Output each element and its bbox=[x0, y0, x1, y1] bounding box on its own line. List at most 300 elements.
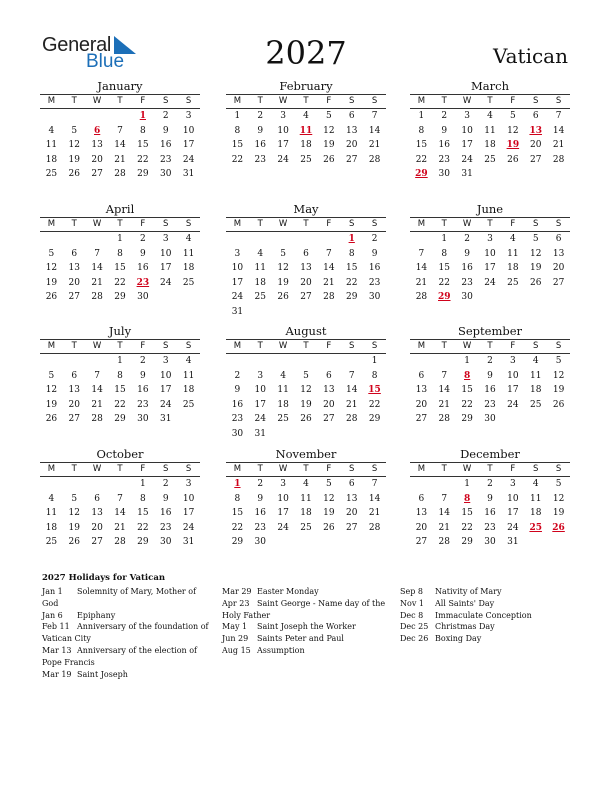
day-cell: 22 bbox=[137, 154, 149, 165]
day-cell: 18 bbox=[182, 385, 195, 395]
weekday-label: T bbox=[441, 96, 447, 106]
empty-day-cell bbox=[249, 354, 272, 369]
day-cell: 16 bbox=[254, 140, 266, 150]
day-cell: 1 bbox=[234, 111, 241, 121]
weekday-label: W bbox=[278, 96, 288, 106]
day-cell: 4 bbox=[48, 493, 55, 504]
month-name: February bbox=[279, 79, 333, 93]
weekday-label: S bbox=[349, 96, 355, 106]
day-cell: 24 bbox=[277, 154, 289, 165]
day-grid bbox=[410, 354, 570, 427]
holiday-day-cell: 13 bbox=[529, 125, 542, 136]
day-cell: 22 bbox=[345, 277, 358, 288]
day-cell: 24 bbox=[461, 154, 473, 165]
day-cell: 10 bbox=[507, 370, 519, 381]
weekday-label: M bbox=[233, 341, 242, 351]
weekday-label: F bbox=[326, 464, 332, 474]
day-cell: 5 bbox=[48, 370, 55, 381]
day-cell: 30 bbox=[231, 428, 244, 439]
day-cell: 23 bbox=[484, 522, 496, 533]
day-cell: 15 bbox=[114, 263, 126, 273]
empty-day-cell bbox=[317, 354, 340, 369]
day-cell: 30 bbox=[484, 414, 496, 424]
day-cell: 12 bbox=[323, 493, 335, 504]
weekday-label: S bbox=[185, 219, 192, 229]
day-cell: 13 bbox=[300, 263, 312, 273]
weekday-label: T bbox=[71, 96, 77, 106]
month-august bbox=[226, 324, 386, 441]
day-cell: 6 bbox=[348, 479, 355, 489]
day-cell: 9 bbox=[162, 493, 169, 504]
day-cell: 11 bbox=[529, 370, 542, 381]
day-cell: 28 bbox=[552, 154, 565, 165]
day-cell: 28 bbox=[91, 292, 103, 302]
empty-day-cell bbox=[40, 109, 63, 124]
weekday-label: S bbox=[371, 219, 378, 229]
empty-day-cell bbox=[109, 109, 132, 124]
empty-day-cell bbox=[40, 232, 63, 247]
month-september bbox=[410, 324, 570, 427]
day-cell: 25 bbox=[45, 537, 58, 547]
month-name: December bbox=[460, 447, 520, 461]
weekday-label: S bbox=[555, 464, 562, 474]
holiday-name: Saint Joseph the Worker bbox=[257, 622, 356, 632]
day-cell: 12 bbox=[277, 263, 289, 273]
day-cell: 17 bbox=[507, 385, 519, 395]
day-cell: 5 bbox=[48, 248, 55, 259]
weekday-label: T bbox=[257, 464, 263, 474]
weekday-label: T bbox=[257, 341, 263, 351]
day-cell: 27 bbox=[415, 537, 428, 547]
day-cell: 2 bbox=[162, 111, 169, 121]
day-cell: 27 bbox=[345, 154, 358, 165]
holiday-date: Dec 8 bbox=[400, 610, 424, 620]
day-cell: 12 bbox=[68, 140, 80, 150]
day-cell: 20 bbox=[91, 154, 103, 165]
day-cell: 17 bbox=[461, 140, 473, 150]
weekday-label: T bbox=[117, 464, 123, 474]
weekday-header bbox=[40, 339, 200, 354]
month-december bbox=[410, 447, 570, 550]
country-name: Vatican bbox=[493, 44, 568, 68]
weekday-label: F bbox=[140, 96, 146, 106]
day-cell: 20 bbox=[552, 263, 565, 273]
day-cell: 3 bbox=[280, 111, 286, 121]
day-cell: 13 bbox=[345, 125, 358, 136]
day-cell: 23 bbox=[368, 277, 381, 288]
holiday-date: Nov 1 bbox=[400, 598, 424, 608]
day-cell: 16 bbox=[159, 508, 172, 518]
weekday-label: F bbox=[140, 219, 146, 229]
empty-day-cell bbox=[272, 232, 295, 247]
day-cell: 4 bbox=[303, 479, 309, 489]
day-cell: 21 bbox=[438, 522, 450, 533]
day-cell: 13 bbox=[91, 140, 103, 150]
holiday-item bbox=[400, 610, 570, 622]
day-cell: 21 bbox=[114, 522, 126, 533]
day-cell: 14 bbox=[91, 385, 103, 395]
month-may bbox=[226, 202, 386, 319]
day-cell: 20 bbox=[345, 140, 358, 150]
day-cell: 2 bbox=[257, 479, 264, 489]
day-cell: 25 bbox=[277, 414, 289, 424]
day-cell: 5 bbox=[71, 125, 78, 136]
day-cell: 13 bbox=[415, 385, 428, 395]
day-cell: 9 bbox=[139, 370, 146, 381]
day-cell: 30 bbox=[461, 292, 473, 302]
weekday-label: T bbox=[303, 341, 309, 351]
day-cell: 28 bbox=[114, 169, 126, 179]
day-cell: 14 bbox=[415, 263, 428, 273]
weekday-label: T bbox=[117, 96, 123, 106]
day-cell: 18 bbox=[507, 263, 519, 273]
day-cell: 26 bbox=[323, 522, 335, 533]
day-cell: 25 bbox=[529, 399, 542, 410]
day-cell: 19 bbox=[300, 399, 312, 410]
empty-day-cell bbox=[86, 477, 109, 492]
day-grid bbox=[40, 477, 200, 550]
weekday-label: F bbox=[140, 464, 146, 474]
day-cell: 17 bbox=[277, 140, 289, 150]
day-cell: 27 bbox=[91, 169, 103, 179]
weekday-label: F bbox=[326, 341, 332, 351]
day-cell: 23 bbox=[231, 414, 244, 424]
month-name: November bbox=[275, 447, 337, 461]
day-cell: 7 bbox=[555, 111, 562, 121]
weekday-label: W bbox=[462, 341, 472, 351]
day-cell: 15 bbox=[137, 508, 149, 518]
day-cell: 1 bbox=[441, 234, 448, 244]
day-cell: 6 bbox=[303, 248, 309, 259]
weekday-label: T bbox=[257, 96, 263, 106]
day-grid bbox=[226, 109, 386, 167]
day-cell: 5 bbox=[555, 356, 562, 366]
day-cell: 10 bbox=[277, 493, 289, 504]
weekday-label: M bbox=[47, 219, 56, 229]
holiday-name: Boxing Day bbox=[435, 634, 482, 644]
day-cell: 17 bbox=[231, 277, 244, 288]
holiday-name: All Saints' Day bbox=[435, 598, 495, 608]
day-cell: 26 bbox=[507, 154, 519, 165]
weekday-label: T bbox=[441, 219, 447, 229]
holiday-name: Saint Joseph bbox=[77, 669, 128, 679]
day-cell: 29 bbox=[114, 414, 126, 424]
empty-day-cell bbox=[317, 232, 340, 247]
day-cell: 17 bbox=[159, 263, 172, 273]
day-cell: 31 bbox=[507, 537, 519, 547]
day-cell: 10 bbox=[507, 493, 519, 504]
day-cell: 17 bbox=[182, 140, 195, 150]
day-cell: 23 bbox=[159, 522, 172, 533]
day-cell: 16 bbox=[368, 263, 381, 273]
day-cell: 4 bbox=[185, 356, 192, 366]
day-grid bbox=[410, 232, 570, 305]
day-cell: 12 bbox=[552, 370, 565, 381]
day-cell: 4 bbox=[487, 111, 493, 121]
day-cell: 29 bbox=[231, 537, 244, 547]
day-cell: 18 bbox=[300, 140, 312, 150]
empty-day-cell bbox=[433, 477, 456, 492]
holiday-date: Mar 19 bbox=[42, 669, 72, 679]
holiday-date: Mar 29 bbox=[222, 587, 252, 596]
day-cell: 17 bbox=[159, 385, 172, 395]
weekday-label: S bbox=[371, 96, 378, 106]
day-cell: 3 bbox=[509, 356, 516, 366]
day-cell: 17 bbox=[277, 508, 289, 518]
empty-day-cell bbox=[63, 232, 86, 247]
day-cell: 21 bbox=[438, 399, 450, 410]
day-cell: 4 bbox=[303, 111, 309, 121]
day-cell: 19 bbox=[45, 277, 58, 288]
holiday-item bbox=[222, 633, 394, 645]
weekday-label: S bbox=[185, 341, 192, 351]
weekday-label: F bbox=[510, 464, 516, 474]
day-cell: 2 bbox=[257, 111, 264, 121]
holiday-name: Assumption bbox=[257, 645, 305, 655]
day-cell: 29 bbox=[137, 537, 149, 547]
holiday-date: Sep 8 bbox=[400, 587, 423, 596]
weekday-label: M bbox=[233, 464, 242, 474]
day-cell: 31 bbox=[461, 169, 473, 179]
day-cell: 7 bbox=[348, 370, 355, 381]
weekday-label: F bbox=[510, 96, 516, 106]
day-cell: 14 bbox=[114, 508, 126, 518]
empty-day-cell bbox=[40, 354, 63, 369]
day-cell: 11 bbox=[45, 140, 58, 150]
holiday-date: Feb 11 bbox=[42, 622, 70, 632]
day-cell: 6 bbox=[532, 111, 539, 121]
holiday-day-cell: 6 bbox=[94, 125, 101, 136]
day-cell: 29 bbox=[461, 537, 473, 547]
weekday-label: M bbox=[47, 96, 56, 106]
day-cell: 23 bbox=[254, 522, 266, 533]
weekday-label: S bbox=[555, 219, 562, 229]
day-cell: 30 bbox=[368, 292, 381, 302]
day-cell: 14 bbox=[438, 508, 450, 518]
day-cell: 14 bbox=[368, 125, 381, 136]
weekday-header bbox=[410, 217, 570, 232]
day-cell: 16 bbox=[159, 140, 172, 150]
day-cell: 11 bbox=[507, 248, 519, 259]
weekday-label: T bbox=[487, 96, 493, 106]
day-cell: 30 bbox=[159, 169, 172, 179]
day-cell: 27 bbox=[68, 414, 80, 424]
day-cell: 1 bbox=[464, 479, 470, 489]
day-cell: 10 bbox=[254, 385, 266, 395]
day-cell: 1 bbox=[371, 356, 378, 366]
day-cell: 27 bbox=[323, 414, 335, 424]
day-cell: 30 bbox=[484, 537, 496, 547]
day-cell: 8 bbox=[117, 248, 123, 259]
day-cell: 12 bbox=[323, 125, 335, 136]
month-june bbox=[410, 202, 570, 305]
day-cell: 8 bbox=[371, 370, 378, 381]
day-cell: 29 bbox=[345, 292, 358, 302]
day-cell: 2 bbox=[162, 479, 169, 489]
day-cell: 25 bbox=[300, 154, 312, 165]
holiday-date: Aug 15 bbox=[222, 645, 251, 655]
day-grid bbox=[226, 232, 386, 319]
day-cell: 29 bbox=[137, 169, 149, 179]
holiday-day-cell: 26 bbox=[552, 522, 565, 533]
day-cell: 11 bbox=[182, 248, 195, 259]
day-cell: 22 bbox=[438, 277, 450, 288]
day-cell: 12 bbox=[529, 248, 542, 259]
day-cell: 31 bbox=[254, 428, 266, 439]
weekday-header bbox=[40, 94, 200, 109]
weekday-header bbox=[410, 94, 570, 109]
day-cell: 5 bbox=[325, 479, 332, 489]
weekday-label: F bbox=[510, 219, 516, 229]
day-cell: 2 bbox=[487, 479, 493, 489]
holiday-date: May 1 bbox=[222, 622, 248, 632]
weekday-label: W bbox=[462, 219, 472, 229]
day-cell: 18 bbox=[182, 263, 195, 273]
day-cell: 3 bbox=[185, 479, 192, 489]
day-cell: 4 bbox=[185, 234, 192, 244]
day-cell: 9 bbox=[487, 370, 493, 381]
day-cell: 8 bbox=[441, 248, 448, 259]
holiday-column bbox=[400, 586, 570, 645]
day-cell: 30 bbox=[137, 292, 149, 302]
holiday-day-cell: 25 bbox=[529, 522, 542, 533]
day-cell: 20 bbox=[68, 277, 80, 288]
holiday-item bbox=[42, 586, 214, 610]
day-cell: 17 bbox=[507, 508, 519, 518]
day-cell: 22 bbox=[368, 399, 381, 410]
month-october bbox=[40, 447, 200, 550]
day-cell: 11 bbox=[300, 493, 312, 504]
day-cell: 25 bbox=[45, 169, 58, 179]
day-cell: 29 bbox=[114, 292, 126, 302]
empty-day-cell bbox=[226, 232, 249, 247]
empty-day-cell bbox=[340, 354, 363, 369]
holiday-name: Epiphany bbox=[77, 610, 116, 620]
weekday-label: S bbox=[163, 96, 169, 106]
day-cell: 15 bbox=[438, 263, 450, 273]
weekday-label: W bbox=[278, 341, 288, 351]
holiday-date: Apr 23 bbox=[222, 598, 250, 608]
empty-day-cell bbox=[86, 109, 109, 124]
day-cell: 18 bbox=[300, 508, 312, 518]
day-cell: 9 bbox=[257, 125, 264, 136]
holiday-day-cell: 1 bbox=[139, 111, 146, 121]
day-cell: 9 bbox=[371, 248, 378, 259]
day-cell: 11 bbox=[182, 370, 195, 381]
day-cell: 23 bbox=[484, 399, 496, 410]
day-cell: 3 bbox=[487, 234, 493, 244]
day-cell: 27 bbox=[529, 154, 542, 165]
holiday-day-cell: 1 bbox=[234, 479, 241, 489]
day-cell: 28 bbox=[345, 414, 358, 424]
day-cell: 4 bbox=[280, 370, 286, 381]
day-cell: 26 bbox=[68, 169, 80, 179]
weekday-label: S bbox=[533, 464, 539, 474]
day-cell: 8 bbox=[234, 125, 241, 136]
day-grid bbox=[40, 354, 200, 427]
weekday-header bbox=[410, 339, 570, 354]
day-cell: 4 bbox=[532, 479, 539, 489]
holiday-day-cell: 23 bbox=[136, 277, 150, 288]
weekday-label: F bbox=[140, 341, 146, 351]
weekday-label: S bbox=[371, 464, 378, 474]
day-cell: 4 bbox=[48, 125, 55, 136]
holiday-name: Christmas Day bbox=[435, 622, 495, 632]
weekday-label: W bbox=[278, 464, 288, 474]
day-cell: 3 bbox=[257, 370, 264, 381]
day-cell: 22 bbox=[461, 399, 473, 410]
weekday-label: S bbox=[349, 219, 355, 229]
day-cell: 22 bbox=[114, 277, 126, 288]
weekday-label: F bbox=[326, 219, 332, 229]
holiday-item bbox=[222, 645, 394, 657]
day-cell: 4 bbox=[257, 248, 264, 259]
holiday-date: Jan 1 bbox=[42, 587, 63, 596]
day-cell: 13 bbox=[323, 385, 335, 395]
empty-day-cell bbox=[109, 477, 132, 492]
weekday-label: S bbox=[349, 464, 355, 474]
weekday-label: T bbox=[71, 341, 77, 351]
weekday-header bbox=[410, 462, 570, 477]
month-july bbox=[40, 324, 200, 427]
day-cell: 21 bbox=[114, 154, 126, 165]
weekday-label: T bbox=[441, 464, 447, 474]
day-cell: 5 bbox=[555, 479, 562, 489]
day-cell: 9 bbox=[257, 493, 264, 504]
day-cell: 8 bbox=[418, 125, 425, 136]
holiday-item bbox=[400, 621, 570, 633]
weekday-label: T bbox=[257, 219, 263, 229]
day-cell: 11 bbox=[484, 125, 496, 136]
day-cell: 23 bbox=[254, 154, 266, 165]
day-cell: 28 bbox=[438, 414, 450, 424]
holiday-date: Jan 6 bbox=[42, 610, 63, 620]
holiday-day-cell: 29 bbox=[415, 169, 428, 179]
day-cell: 24 bbox=[507, 399, 519, 410]
day-cell: 2 bbox=[139, 234, 146, 244]
day-cell: 24 bbox=[231, 292, 244, 302]
day-cell: 13 bbox=[345, 493, 358, 504]
weekday-label: T bbox=[71, 219, 77, 229]
day-cell: 10 bbox=[231, 263, 244, 273]
weekday-header bbox=[226, 339, 386, 354]
day-cell: 26 bbox=[552, 399, 565, 410]
day-cell: 2 bbox=[464, 234, 470, 244]
day-cell: 28 bbox=[438, 537, 450, 547]
day-cell: 16 bbox=[254, 508, 266, 518]
day-cell: 15 bbox=[461, 385, 473, 395]
day-cell: 7 bbox=[371, 479, 378, 489]
day-cell: 16 bbox=[438, 140, 450, 150]
day-cell: 26 bbox=[45, 292, 58, 302]
weekday-label: W bbox=[462, 464, 472, 474]
day-cell: 3 bbox=[162, 356, 169, 366]
holiday-item bbox=[222, 621, 394, 633]
day-cell: 7 bbox=[441, 493, 448, 504]
day-cell: 13 bbox=[91, 508, 103, 518]
day-cell: 18 bbox=[277, 399, 289, 410]
day-cell: 3 bbox=[464, 111, 470, 121]
weekday-label: T bbox=[487, 464, 493, 474]
weekday-label: S bbox=[555, 341, 562, 351]
day-cell: 26 bbox=[529, 277, 542, 288]
holiday-day-cell: 29 bbox=[438, 292, 451, 302]
day-cell: 23 bbox=[137, 399, 149, 410]
day-cell: 6 bbox=[71, 248, 78, 259]
day-cell: 9 bbox=[487, 493, 493, 504]
weekday-label: S bbox=[555, 96, 562, 106]
empty-day-cell bbox=[63, 477, 86, 492]
